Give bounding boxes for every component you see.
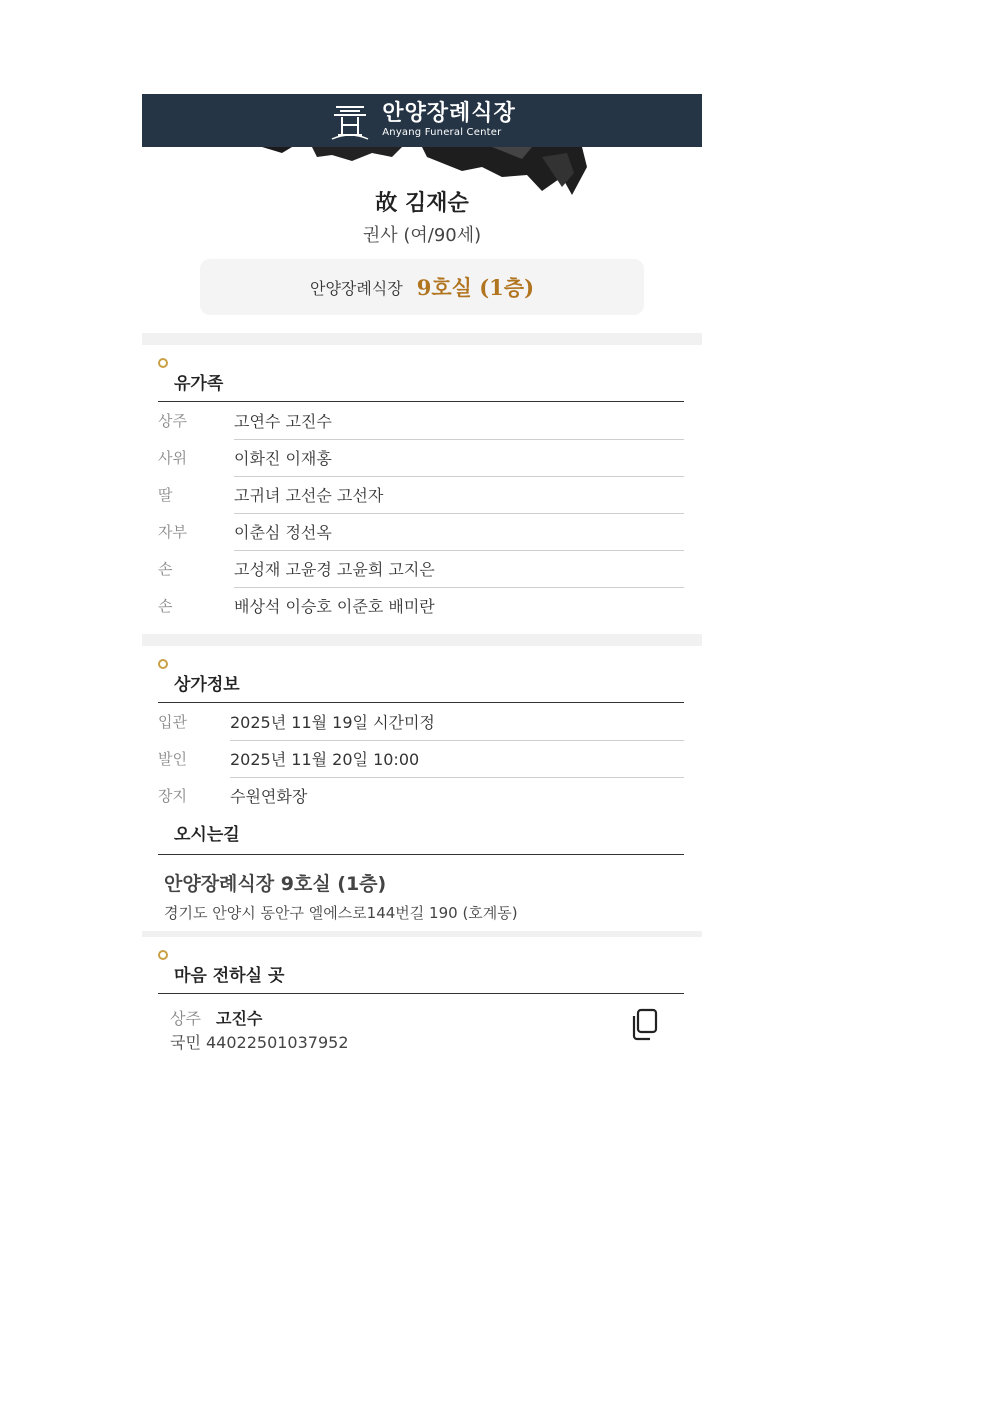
- directions-title: 오시는길: [174, 825, 240, 845]
- room-box: [200, 259, 644, 315]
- family-section: [142, 345, 702, 624]
- room-hall: 안양장례식장: [309, 278, 403, 298]
- family-row-value: 배상석 이승호 이준호 배미란: [234, 597, 435, 616]
- funeral-info-value: 2025년 11월 19일 시간미정: [230, 703, 684, 741]
- obituary-card: [142, 94, 702, 1054]
- family-row-value: 고귀녀 고선순 고선자: [234, 476, 684, 514]
- family-row: [158, 550, 684, 587]
- family-row-value: 이화진 이재홍: [234, 439, 684, 477]
- funeral-info-label: 입관: [158, 713, 187, 731]
- deceased-name: 故 김재순: [375, 191, 469, 216]
- funeral-info-label: 발인: [158, 750, 187, 768]
- room-number: 9호실 (1층): [416, 275, 534, 300]
- directions-header: [158, 814, 684, 855]
- funeral-center-logo-icon: [328, 101, 372, 141]
- family-section-title: 유가족: [174, 374, 224, 394]
- directions-address: 경기도 안양시 동안구 엘에스로144번길 190 (호계동): [164, 904, 518, 922]
- logo-text: [382, 102, 516, 140]
- section-dot-icon: [158, 659, 168, 669]
- section-divider: [142, 634, 702, 646]
- funeral-info-section: [142, 646, 702, 814]
- funeral-info-title: 상가정보: [174, 675, 240, 695]
- condolence-header: [158, 937, 684, 994]
- family-row-label: 손: [158, 597, 173, 615]
- account-row: [158, 994, 684, 1054]
- funeral-info-row: [158, 740, 684, 777]
- account-role: 상주: [170, 1009, 201, 1028]
- deceased-title: 권사 (여/90세): [362, 225, 482, 246]
- funeral-info-value: 2025년 11월 20일 10:00: [230, 740, 684, 778]
- family-row: [158, 513, 684, 550]
- funeral-info-value: 수원연화장: [230, 787, 308, 806]
- family-row-value: 이춘심 정선옥: [234, 513, 684, 551]
- family-row: [158, 439, 684, 476]
- family-row: [158, 587, 684, 624]
- logo-korean: 안양장례식장: [382, 100, 516, 126]
- family-row-label: 상주: [158, 412, 187, 430]
- directions-section: [142, 814, 702, 923]
- family-row-value: 고성재 고윤경 고윤희 고지은: [234, 550, 684, 588]
- logo-english: Anyang Funeral Center: [382, 126, 502, 138]
- funeral-info-header: [158, 646, 684, 703]
- header-bar: [142, 94, 702, 147]
- condolence-title: 마음 전하실 곳: [174, 966, 285, 986]
- family-row-value: 고연수 고진수: [234, 402, 684, 440]
- family-row-label: 사위: [158, 449, 187, 467]
- account-number: 국민 44022501037952: [170, 1033, 349, 1052]
- family-section-header: [158, 345, 684, 402]
- section-divider: [142, 333, 702, 345]
- family-row: [158, 476, 684, 513]
- family-row-label: 딸: [158, 486, 173, 504]
- family-row: [158, 402, 684, 439]
- copy-icon[interactable]: [628, 1008, 660, 1042]
- account-holder: [170, 1006, 262, 1029]
- family-row-label: 손: [158, 560, 173, 578]
- condolence-section: [142, 937, 702, 1054]
- section-dot-icon: [158, 358, 168, 368]
- funeral-info-label: 장지: [158, 787, 187, 805]
- account-name: 고진수: [216, 1009, 263, 1028]
- family-row-label: 자부: [158, 523, 187, 541]
- section-dot-icon: [158, 950, 168, 960]
- directions-place: 안양장례식장 9호실 (1층): [164, 873, 387, 895]
- funeral-info-row: [158, 703, 684, 740]
- funeral-info-row: [158, 777, 684, 814]
- deceased-info: [142, 189, 702, 251]
